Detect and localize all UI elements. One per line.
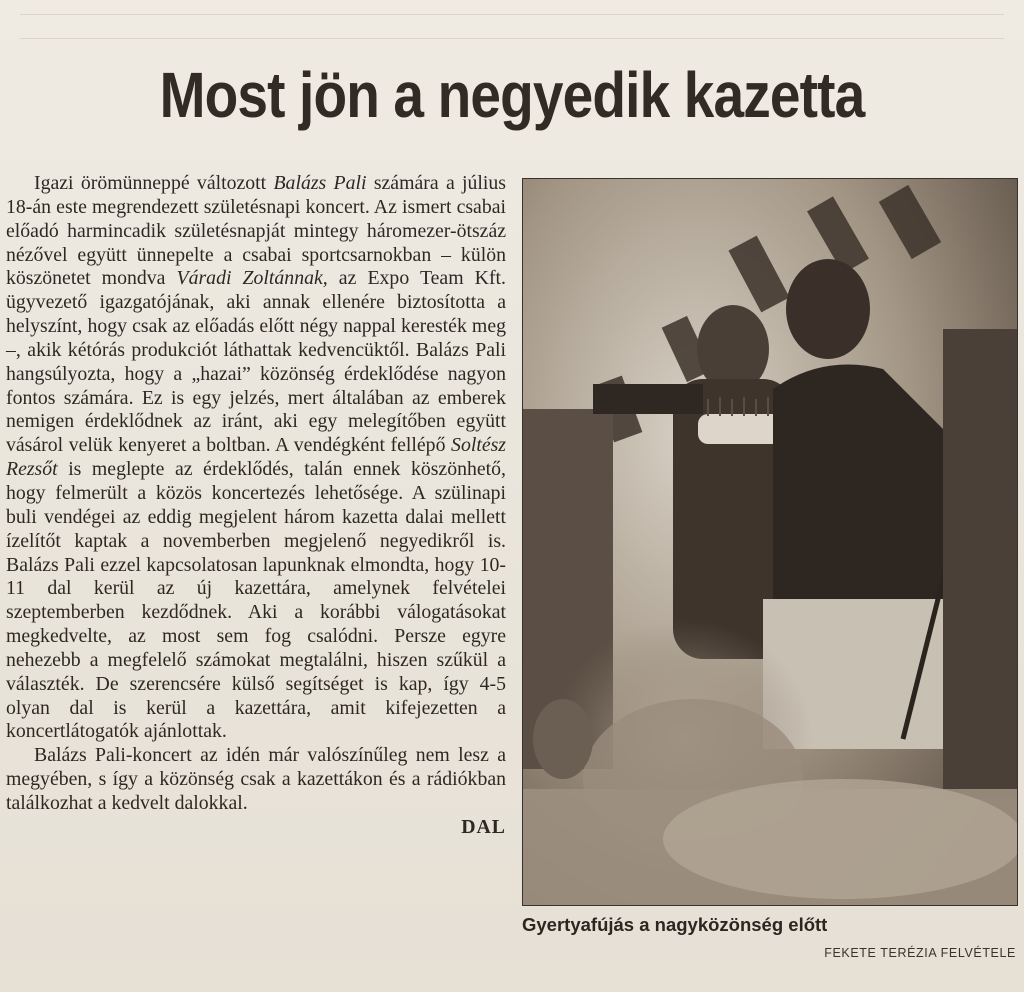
person-name: Soltész Rezsőt [6, 434, 506, 481]
photo-credit: FEKETE TERÉZIA FELVÉTELE [824, 946, 1016, 960]
article-text: Igazi örömünneppé változott [34, 172, 274, 194]
author-signature: DAL [461, 815, 506, 838]
article-text: Balázs Pali-koncert az idén már valószínűleg nem lesz a megyében, s így a közönség csak a kazettákon és a rádiókban találkozhat a kedvelt dalokkal. [6, 744, 506, 814]
concert-photo [522, 178, 1018, 906]
person-name: Váradi Zoltánnak, [176, 267, 328, 290]
article-paragraph-1 [6, 172, 506, 744]
bleed-through-line [20, 38, 1004, 39]
article-paragraph-2 [6, 744, 506, 816]
article-text: is meglepte az érdeklődés, talán ennek köszönhető, hogy felmerült a közös koncertezés lehetősége. A szülinapi buli vendégei az eddig megjelent három kazetta dalai mellett ízelítőt kaptak a novemberben megjelenő negyedikről is. Balázs Pali ezzel kapcsolatosan lapunknak elmondta, hogy 10-11 dal kerül az új kazettára, amelynek felvételei szeptemberben kezdődnek. Aki a korábbi válogatásokat megkedvelte, az most sem fog csalódni. Persze egyre nehezebb a megfelelő számokat megtalálni, hiszen szűkül a választék. De szerencsére külső segítséget is kap, így 4-5 olyan dal is kerül a kazettára, amit kifejezetten a koncertlátogatók ajánlottak. [6, 458, 506, 743]
article-text: az Expo Team Kft. ügyvezető igazgatójának, aki annak ellenére biztosította a helyszínt, hogy csak az előadás előtt négy nappal keresték meg –, akik kétórás produkciót láthattak kedvencüktől. Balázs Pali hangsúlyozta, hogy a „hazai” közönség érdeklődése nagyon fontos számára. Ez is egy jelzés, mert általában az emberek nemigen érdeklődnek az iránt, aki egy melegítőben együtt vásárol velük kenyeret a boltban. A vendégként fellépő [6, 267, 506, 457]
photo-caption: Gyertyafújás a nagyközönség előtt [522, 914, 828, 935]
person-name: Balázs Pali [273, 172, 367, 194]
article-body [6, 172, 506, 840]
bleed-through-line [20, 14, 1004, 15]
article-text: számára a július 18-án este megrendezett születésnapi koncert. Az ismert csabai előadó harmincadik születésnapját mintegy háromezer-ötszáz nézővel együtt ünnepelte a csabai sportcsarnokban – külön köszönetet mondva [6, 172, 507, 290]
concert-photo-illustration [523, 179, 1018, 906]
signature-row [6, 816, 506, 840]
headline: Most jön a negyedik kazetta [159, 59, 865, 131]
